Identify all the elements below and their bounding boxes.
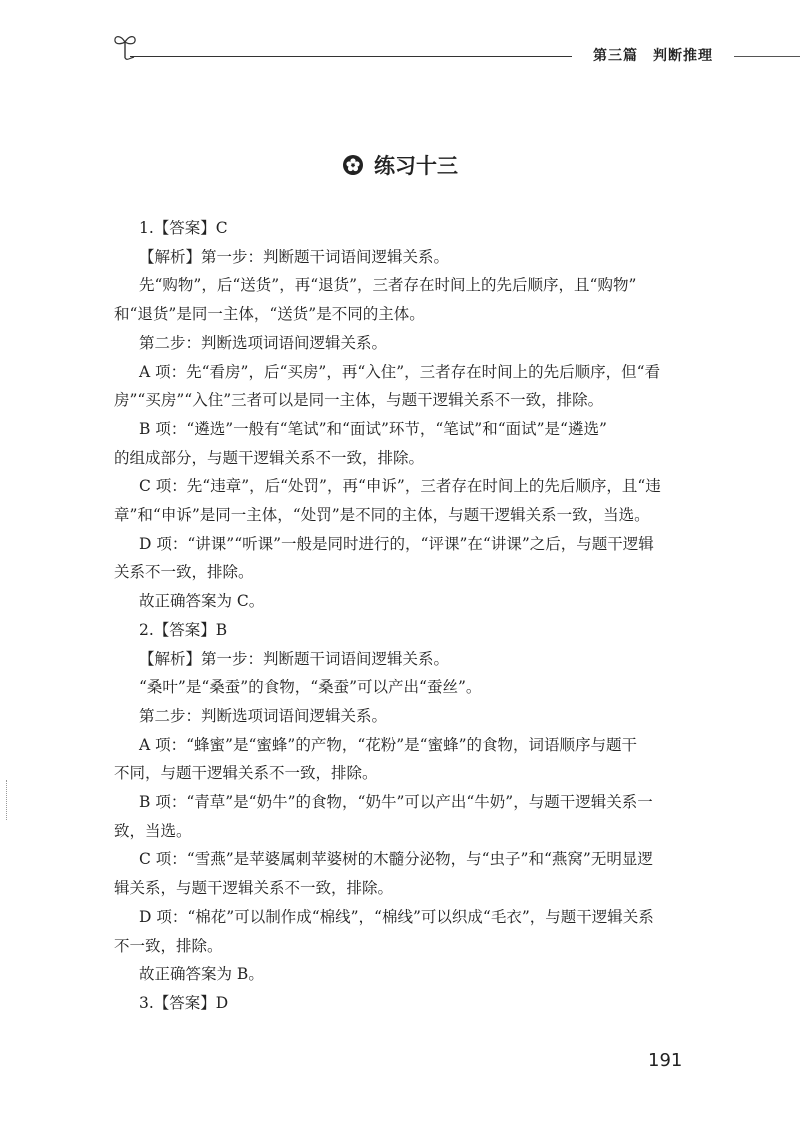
text-line: 章”和“申诉”是同一主体，“处罚”是不同的主体，与题干逻辑关系一致，当选。 [114, 506, 650, 525]
flower-icon [342, 154, 364, 176]
text-line: D 项：“棉花”可以制作成“棉线”，“棉线”可以织成“毛衣”，与题干逻辑关系 [139, 907, 654, 926]
text-line: 不一致，排除。 [114, 936, 223, 955]
exercise-title-block [0, 150, 800, 180]
sprout-icon [112, 28, 138, 64]
answer-line: 3.【答案】D [139, 993, 229, 1012]
answer-content [114, 214, 700, 1018]
text-line: 故正确答案为 C。 [139, 592, 265, 611]
text-line: B 项：“青草”是“奶牛”的食物，“奶牛”可以产出“牛奶”，与题干逻辑关系一 [139, 793, 653, 812]
analysis-line: 【解析】第一步：判断题干词语间逻辑关系。 [139, 649, 450, 668]
text-line: 关系不一致，排除。 [114, 563, 254, 582]
text-line: 第二步：判断选项词语间逻辑关系。 [139, 333, 388, 352]
text-line: 房”“买房”“入住”三者可以是同一主体，与题干逻辑关系不一致，排除。 [114, 391, 604, 410]
text-line: B 项：“遴选”一般有“笔试”和“面试”环节，“笔试”和“面试”是“遴选” [139, 419, 607, 438]
text-line: D 项：“讲课”“听课”一般是同时进行的，“评课”在“讲课”之后，与题干逻辑 [139, 534, 654, 553]
text-line: 不同，与题干逻辑关系不一致，排除。 [114, 764, 378, 783]
text-line: A 项：“蜂蜜”是“蜜蜂”的产物，“花粉”是“蜜蜂”的食物，词语顺序与题干 [139, 735, 638, 754]
text-line: 先“购物”，后“送货”，再“退货”，三者存在时间上的先后顺序，且“购物” [139, 276, 637, 295]
answer-line: 1.【答案】C [139, 219, 228, 237]
text-line: C 项：“雪燕”是苹婆属刺苹婆树的木髓分泌物，与“虫子”和“燕窝”无明显逻 [139, 850, 653, 869]
section-title: 第三篇 判断推理 [572, 45, 734, 65]
text-line: A 项：先“看房”，后“买房”，再“入住”，三者存在时间上的先后顺序，但“看 [139, 362, 661, 381]
text-line: C 项：先“违章”，后“处罚”，再“申诉”，三者存在时间上的先后顺序，且“违 [139, 477, 661, 496]
text-line: 故正确答案为 B。 [139, 965, 264, 984]
exercise-title-text: 练习十三 [374, 154, 458, 178]
text-line: 致，当选。 [114, 821, 192, 840]
exercise-title [342, 150, 458, 180]
page-header [112, 28, 800, 68]
analysis-line: 【解析】第一步：判断题干词语间逻辑关系。 [139, 247, 450, 266]
text-line: “桑叶”是“桑蚕”的食物，“桑蚕”可以产出“蚕丝”。 [139, 678, 482, 697]
text-line: 辑关系，与题干逻辑关系不一致，排除。 [114, 879, 394, 898]
text-line: 的组成部分，与题干逻辑关系不一致，排除。 [114, 448, 425, 467]
margin-scan-mark [6, 780, 9, 820]
answer-line: 2.【答案】B [139, 620, 228, 639]
text-line: 第二步：判断选项词语间逻辑关系。 [139, 706, 388, 725]
page-number: 191 [648, 1050, 683, 1071]
text-line: 和“退货”是同一主体，“送货”是不同的主体。 [114, 305, 425, 324]
